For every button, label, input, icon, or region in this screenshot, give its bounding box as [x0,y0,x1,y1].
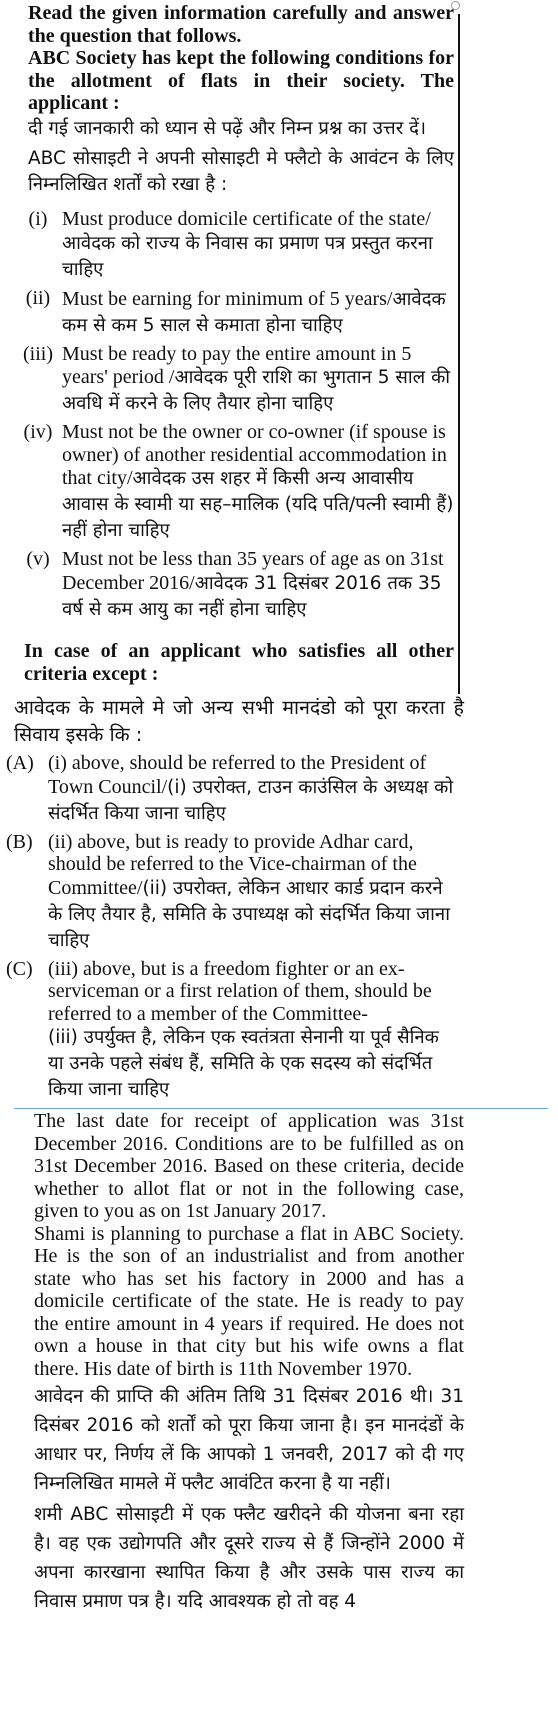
condition-number: (iii) [23,342,53,365]
case-paragraph-english-1: The last date for receipt of application was 31st December 2016. Conditions are to be fulfilled as on 31st December 2016. Based on these criteria, decide whether to allot flat or not in the following case, given to you as on 1st January 2017. [34,1110,464,1222]
section-divider [14,1108,548,1109]
option-label: (C) [6,957,33,980]
intro-hindi-2: ABC सोसाइटी ने अपनी सोसाइटी मे फ्लैटो के आवंटन के लिए निम्नलिखित शर्तों को रखा है : [28,147,454,195]
condition-number: (v) [26,548,50,570]
case-hindi-block [14,694,464,748]
condition-number: (i) [28,208,48,230]
condition-item: (ii) Must be earning for minimum of 5 years/आवेदक कम से कम 5 साल से कमाता होना चाहिए [14,287,454,339]
case-paragraph-hindi-1: आवेदन की प्राप्ति की अंतिम तिथि 31 दिसंबर 2016 थी। 31 दिसंबर 2016 को शर्तों को पूरा किया जाना है। इन मानदंडों के आधार पर, निर्णय लें कि आपको 1 जनवरी, 2017 को दी गए निम्नलिखित मामले में फ्लैट आवंटित करना है या नहीं। [34,1386,464,1494]
option-label: (A) [6,752,34,774]
conditions-list [14,208,454,627]
condition-number: (ii) [25,286,51,309]
intro-hindi-1: दी गई जानकारी को ध्यान से पढ़ें और निम्न प्रश्न का उत्तर दें। [28,117,426,139]
case-english-block [24,640,454,685]
intro-section [28,2,454,198]
case-paragraph-english-2: Shami is planning to purchase a flat in ABC Society. He is the son of an industrialist and from another state who has set his factory in 2000 and has a domicile certificate of the state. He is ready to pay the entire amount in 4 years if required. He does not own a house in that city but his wife owns a flat there. His date of birth is 11th November 1970. [34,1222,464,1380]
condition-item: (v) Must not be less than 35 years of age as on 31st December 2016/आवेदक 31 दिसंबर 2016 तक 35 वर्ष से कम आयु का नहीं होना चाहिए [14,548,454,623]
case-hindi: आवेदक के मामले मे जो अन्य सभी मानदंडो को पूरा करता है सिवाय इसके कि : [14,696,464,746]
option-label: (B) [6,830,33,853]
case-paragraph-hindi-2: शमी ABC सोसाइटी में एक फ्लैट खरीदने की योजना बना रहा है। वह एक उद्योगपति और दूसरे राज्य से हैं जिन्होंने 2000 में अपना कारखाना स्थापित किया है और उसके पास राज्य का निवास प्रमाण पत्र है। यदि आवश्यक हो तो वह 4 [34,1504,464,1612]
option-item: (A) (i) above, should be referred to the President of Town Council/(i) उपरोक्त, टाउन काउंसिल के अध्यक्ष को संदर्भित किया जाना चाहिए [6,752,454,824]
case-study-section [34,1110,464,1616]
intro-english-2: ABC Society has kept the following conditions for the allotment of flats in their society. The applicant : [28,47,454,114]
option-item: (B) (ii) above, but is ready to provide Adhar card, should be referred to the Vice-chairman of the Committee/(ii) उपरोक्त, लेकिन आधार कार्ड प्रदान करने के लिए तैयार है, समिति के उपाध्यक्ष को संदर्भित किया जाना चाहिए [6,830,450,951]
condition-number: (iv) [23,421,53,443]
condition-item: (iii) Must be ready to pay the entire amount in 5 years' period /आवेदक पूरी राशि का भुगतान 5 साल की अवधि में करने के लिए तैयार होना चाहिए [14,343,454,418]
condition-item: (i) Must produce domicile certificate of the state/आवेदक को राज्य के निवास का प्रमाण पत्र प्रस्तुत करना चाहिए [14,208,454,283]
column-divider [458,14,460,694]
options-list [6,752,458,1103]
option-item: (C) (iii) above, but is a freedom fighter or an ex-serviceman or a first relation of them, should be referred to a member of the Committee- (iii) उपर्युक्त है, लेकिन एक स्वतंत्रता सेनानी या पूर्व सैनिक या उनके पहले संबंध हैं, समिति के एक सदस्य को संदर्भित किया जाना चाहिए [6,957,439,1100]
corner-mark [451,1,460,10]
intro-english-1: Read the given information carefully and answer the question that follows. [28,2,454,47]
condition-item: (iv) Must not be the owner or co-owner (if spouse is owner) of another residential accommodation in that city/आवेदक उस शहर में किसी अन्य आवासीय आवास के स्वामी या सह–मालिक (यदि पति/पत्नी स्वामी हैं) नहीं होना चाहिए [14,421,454,544]
case-english: In case of an applicant who satisfies all other criteria except : [24,640,454,685]
